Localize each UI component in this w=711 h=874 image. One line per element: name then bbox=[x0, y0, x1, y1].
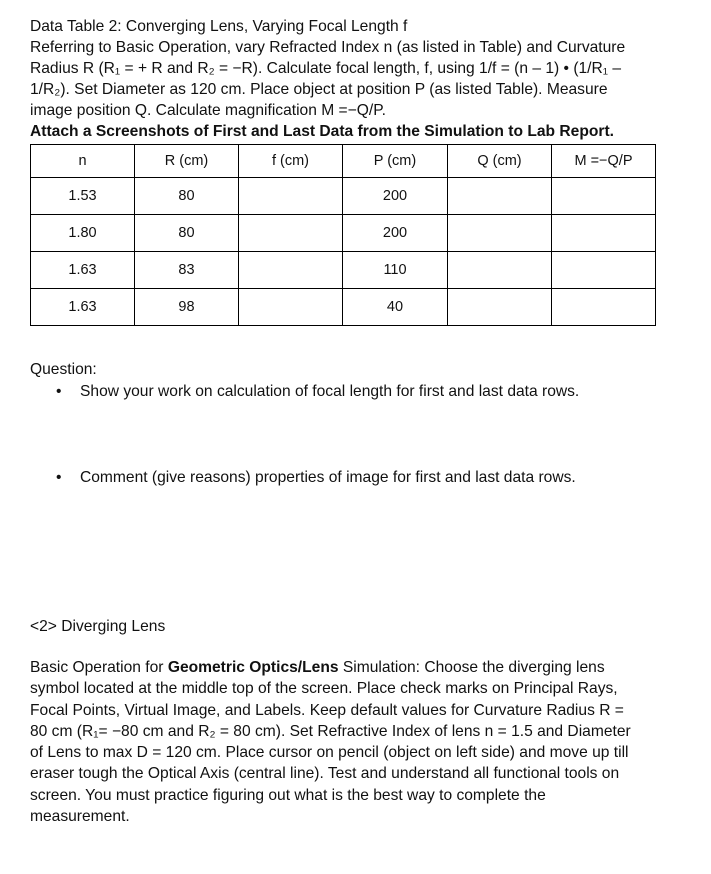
cell-p: 200 bbox=[343, 215, 448, 252]
basic-line-5: of Lens to max D = 120 cm. Place cursor on pencil (object on left side) and move up till bbox=[30, 744, 629, 762]
cell-r: 98 bbox=[135, 289, 239, 326]
instruction-line-3: 1/R₂). Set Diameter as 120 cm. Place object at position P (as listed Table). Measure bbox=[30, 81, 608, 98]
cell-q[interactable] bbox=[448, 252, 552, 289]
column-header-n: n bbox=[31, 145, 135, 178]
table-row bbox=[31, 178, 656, 215]
cell-n: 1.63 bbox=[31, 289, 135, 326]
table-row bbox=[31, 289, 656, 326]
cell-r: 80 bbox=[135, 178, 239, 215]
cell-m[interactable] bbox=[552, 252, 656, 289]
basic-line-2: symbol located at the middle top of the screen. Place check marks on Principal Rays, bbox=[30, 680, 618, 698]
table-row bbox=[31, 252, 656, 289]
basic-operation-paragraph bbox=[30, 657, 670, 827]
bullet-icon: • bbox=[56, 383, 62, 400]
column-header-m: M =−Q/P bbox=[552, 145, 656, 178]
question-bullet-2-block bbox=[30, 467, 670, 488]
question-text-1: Show your work on calculation of focal length for first and last data rows. bbox=[80, 383, 580, 400]
cell-n: 1.53 bbox=[31, 178, 135, 215]
bullet-icon: • bbox=[56, 469, 62, 486]
cell-q[interactable] bbox=[448, 178, 552, 215]
data-table bbox=[30, 144, 656, 326]
section-heading-diverging-lens: <2> Diverging Lens bbox=[30, 618, 166, 635]
cell-n: 1.63 bbox=[31, 252, 135, 289]
column-header-p: P (cm) bbox=[343, 145, 448, 178]
question-bullet-2 bbox=[30, 467, 670, 488]
instruction-line-1: Referring to Basic Operation, vary Refracted Index n (as listed in Table) and Curvature bbox=[30, 39, 626, 56]
cell-m[interactable] bbox=[552, 289, 656, 326]
lab-section-1 bbox=[30, 16, 670, 326]
table-header-row bbox=[31, 145, 656, 178]
basic-line-4: 80 cm (R₁= −80 cm and R₂ = 80 cm). Set Refractive Index of lens n = 1.5 and Diameter bbox=[30, 722, 631, 740]
basic-line-1: Basic Operation for Geometric Optics/Lens Simulation: Choose the diverging lens bbox=[30, 659, 605, 676]
cell-p: 200 bbox=[343, 178, 448, 215]
instruction-line-2: Radius R (R₁ = + R and R₂ = −R). Calculate focal length, f, using 1/f = (n – 1) • (1/R₁ – bbox=[30, 60, 622, 77]
basic-line-7: screen. You must practice figuring out what is the best way to complete the bbox=[30, 786, 546, 804]
cell-r: 80 bbox=[135, 215, 239, 252]
question-text-2: Comment (give reasons) properties of image for first and last data rows. bbox=[80, 469, 576, 486]
column-header-q: Q (cm) bbox=[448, 145, 552, 178]
simulation-name: Geometric Optics/Lens bbox=[167, 659, 339, 676]
cell-f[interactable] bbox=[239, 178, 343, 215]
table-title: Data Table 2: Converging Lens, Varying Focal Length f bbox=[30, 18, 408, 35]
cell-q[interactable] bbox=[448, 215, 552, 252]
table-row bbox=[31, 215, 656, 252]
basic-line-3: Focal Points, Virtual Image, and Labels. Keep default values for Curvature Radius R = bbox=[30, 701, 624, 719]
column-header-r: R (cm) bbox=[135, 145, 239, 178]
cell-p: 110 bbox=[343, 252, 448, 289]
cell-f[interactable] bbox=[239, 215, 343, 252]
question-block bbox=[30, 359, 670, 402]
cell-m[interactable] bbox=[552, 215, 656, 252]
attach-screenshot-note: Attach a Screenshots of First and Last Data from the Simulation to Lab Report. bbox=[30, 123, 614, 140]
question-bullet-1 bbox=[30, 381, 670, 402]
cell-n: 1.80 bbox=[31, 215, 135, 252]
cell-f[interactable] bbox=[239, 289, 343, 326]
cell-m[interactable] bbox=[552, 178, 656, 215]
basic-line-8: measurement. bbox=[30, 808, 130, 826]
instruction-line-4: image position Q. Calculate magnification M =−Q/P. bbox=[30, 102, 386, 119]
cell-f[interactable] bbox=[239, 252, 343, 289]
cell-r: 83 bbox=[135, 252, 239, 289]
column-header-f: f (cm) bbox=[239, 145, 343, 178]
basic-line-6: eraser tough the Optical Axis (central line). Test and understand all functional tools on bbox=[30, 765, 620, 783]
cell-q[interactable] bbox=[448, 289, 552, 326]
question-label: Question: bbox=[30, 361, 97, 378]
cell-p: 40 bbox=[343, 289, 448, 326]
